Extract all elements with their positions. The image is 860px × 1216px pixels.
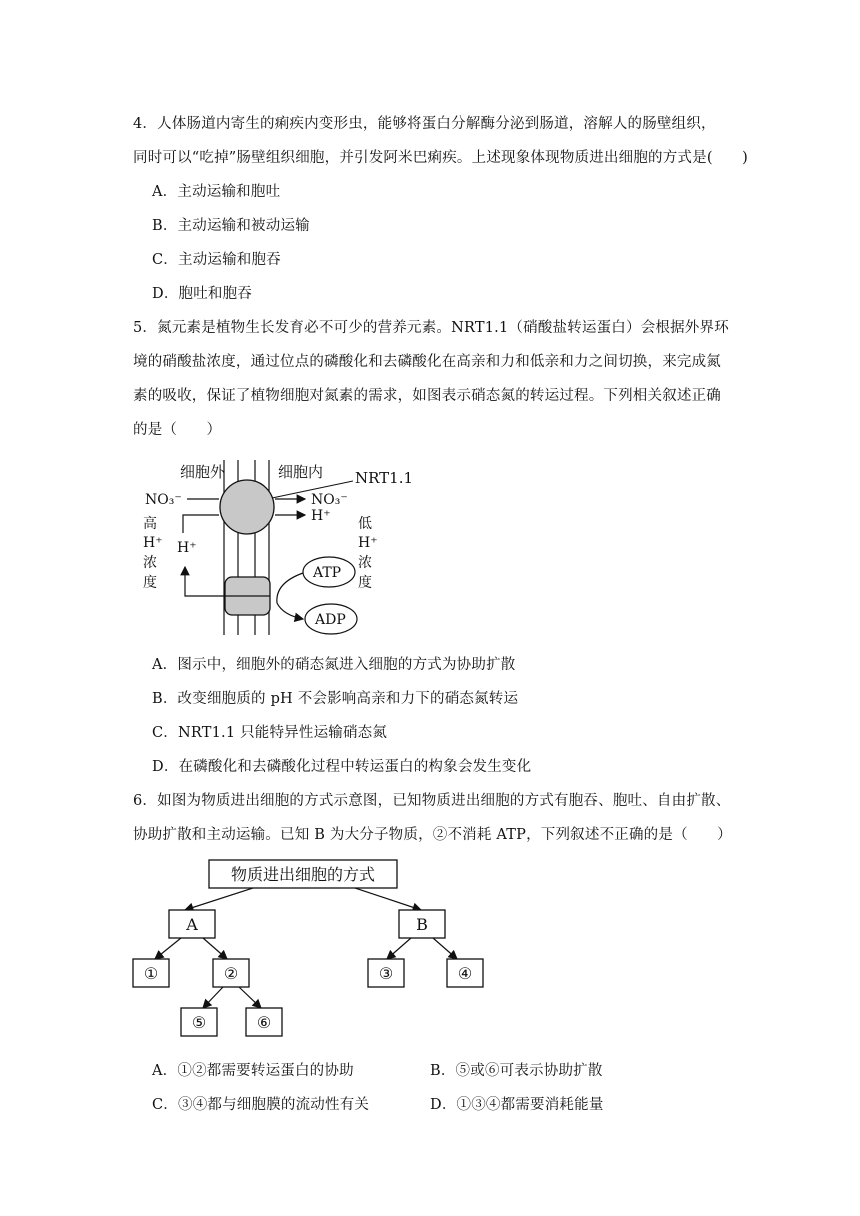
label-no3-right: NO₃⁻ <box>311 492 348 508</box>
label-high-4: 度 <box>143 575 157 591</box>
h-loop-line <box>183 515 219 533</box>
label-outside: 细胞外 <box>180 463 226 481</box>
q5-option-b: B．改变细胞质的 pH 不会影响高亲和力下的硝态氮转运 <box>152 691 519 707</box>
q6-option-b: B．⑤或⑥可表示协助扩散 <box>430 1063 603 1079</box>
q5-option-a: A．图示中，细胞外的硝态氮进入细胞的方式为协助扩散 <box>152 657 516 673</box>
a-to-1-arrow <box>155 938 181 959</box>
q6-option-c: C．③④都与细胞膜的流动性有关 <box>152 1097 370 1113</box>
label-atp: ATP <box>313 565 342 581</box>
label-h-left: H⁺ <box>177 540 197 556</box>
q6-option-a: A．①②都需要转运蛋白的协助 <box>152 1063 354 1079</box>
q5-stem-line1: 5．氮元素是植物生长发育必不可少的营养元素。NRT1.1（硝酸盐转运蛋白）会根据外界环 <box>133 320 729 336</box>
label-a: A <box>186 915 198 934</box>
label-low-1: 低 <box>358 516 372 532</box>
label-5: ⑤ <box>191 1013 207 1032</box>
label-2: ② <box>223 964 239 983</box>
label-no3-left: NO₃⁻ <box>145 492 182 508</box>
label-low-2: H⁺ <box>358 535 378 551</box>
nrt-transporter-circle <box>220 480 274 534</box>
label-3: ③ <box>378 964 394 983</box>
q4-stem-line2: 同时可以“吃掉”肠壁组织细胞，并引发阿米巴痢疾。上述现象体现物质进出细胞的方式是( ) <box>133 150 748 166</box>
q6-stem-line2: 协助扩散和主动运输。已知 B 为大分子物质，②不消耗 ATP，下列叙述不正确的是（ ） <box>133 827 732 843</box>
q4-option-a: A．主动运输和胞吐 <box>152 184 281 200</box>
label-low-3: 浓 <box>358 555 372 571</box>
label-6: ⑥ <box>256 1013 272 1032</box>
q4-stem-line1: 4．人体肠道内寄生的痢疾内变形虫，能够将蛋白分解酶分泌到肠道，溶解人的肠壁组织， <box>133 116 716 132</box>
label-1: ① <box>143 964 159 983</box>
q4-option-d: D．胞吐和胞吞 <box>152 286 253 302</box>
a-to-2-arrow <box>203 938 227 959</box>
2-to-6-arrow <box>239 987 261 1008</box>
root-to-b-arrow <box>355 888 421 910</box>
label-low-4: 度 <box>358 575 372 591</box>
q5-option-d: D．在磷酸化和去磷酸化过程中转运蛋白的构象会发生变化 <box>152 759 532 775</box>
label-high-2: H⁺ <box>143 535 163 551</box>
b-to-4-arrow <box>433 938 457 959</box>
q5-stem-line3: 素的吸收，保证了植物细胞对氮素的需求，如图表示硝态氮的转运过程。下列相关叙述正确 <box>133 388 721 404</box>
2-to-5-arrow <box>203 987 223 1008</box>
transport-modes-tree <box>125 855 495 1045</box>
atp-to-adp-arrow <box>277 573 303 619</box>
nrt-transport-figure <box>135 455 435 645</box>
root-to-a-arrow <box>185 888 253 910</box>
q6-stem-line1: 6．如图为物质进出细胞的方式示意图，已知物质进出细胞的方式有胞吞、胞吐、自由扩散、 <box>133 793 731 809</box>
b-to-3-arrow <box>387 938 411 959</box>
label-inside: 细胞内 <box>278 463 324 481</box>
q5-stem-line2: 境的硝酸盐浓度，通过位点的磷酸化和去磷酸化在高亲和力和低亲和力之间切换，来完成氮 <box>133 354 721 370</box>
label-h-right: H⁺ <box>311 508 331 524</box>
q5-stem-line4: 的是（ ） <box>133 422 222 438</box>
label-b: B <box>416 915 428 934</box>
root-label: 物质进出细胞的方式 <box>230 865 376 884</box>
q4-option-c: C．主动运输和胞吞 <box>152 252 281 268</box>
label-adp: ADP <box>315 612 346 628</box>
label-nrt: NRT1.1 <box>355 469 414 487</box>
label-4: ④ <box>457 964 473 983</box>
q4-option-b: B．主动运输和被动运输 <box>152 218 310 234</box>
q5-option-c: C．NRT1.1 只能特异性运输硝态氮 <box>152 725 388 741</box>
label-high-3: 浓 <box>143 555 157 571</box>
q6-option-d: D．①③④都需要消耗能量 <box>430 1097 604 1113</box>
label-high-1: 高 <box>143 516 157 532</box>
